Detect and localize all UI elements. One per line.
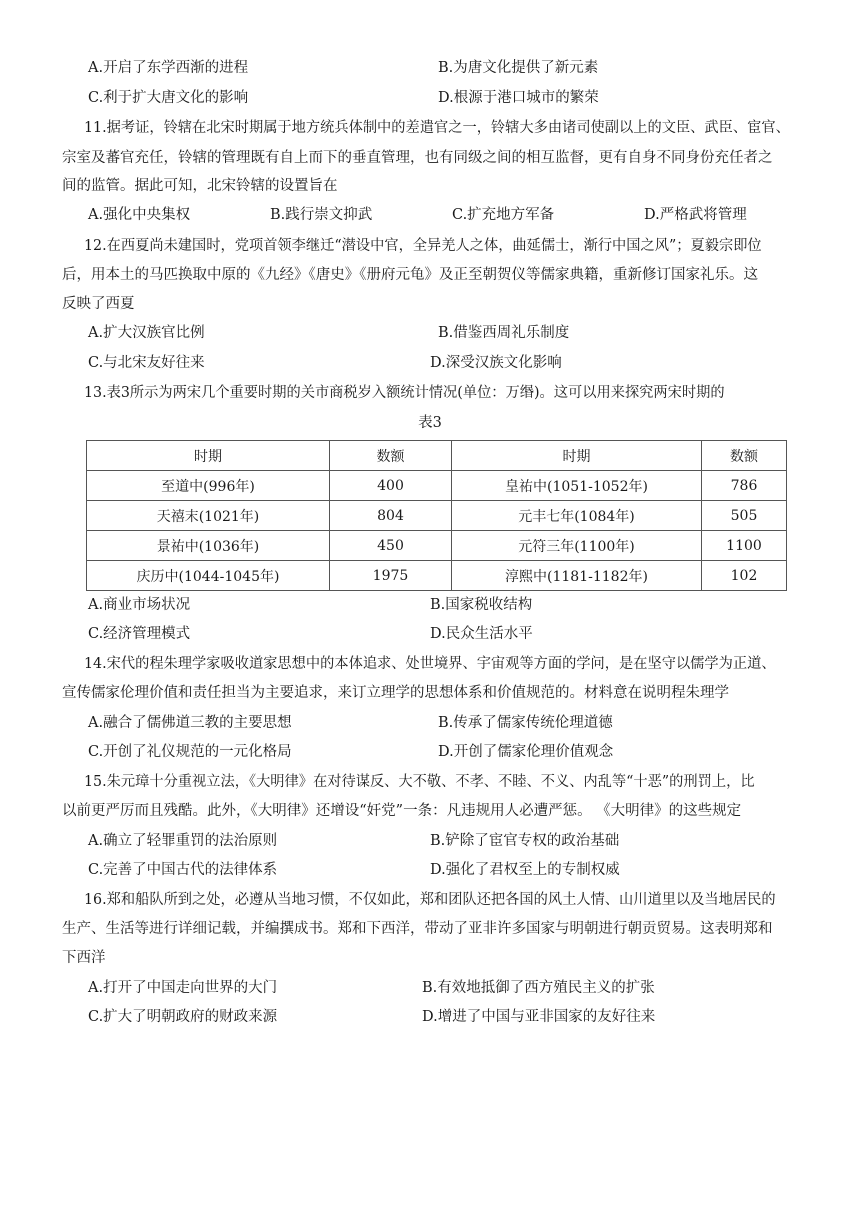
table-cell: 元丰七年(1084年) xyxy=(452,501,702,531)
q10-option-c[interactable]: C.利于扩大唐文化的影响 xyxy=(88,90,249,106)
q15-option-a[interactable]: A.确立了轻罪重罚的法治原则 xyxy=(88,833,278,849)
table-row xyxy=(87,471,787,501)
table-cell: 淳熙中(1181-1182年) xyxy=(452,561,702,591)
q16-stem-line-2: 生产、生活等进行详细记载，并编撰成书。郑和下西洋，带动了亚非许多国家与明朝进行朝贡贸易。这表明郑和 xyxy=(62,921,773,937)
q14-stem-line-2: 宣传儒家伦理价值和责任担当为主要追求，来订立理学的思想体系和价值规范的。材料意在说明程朱理学 xyxy=(62,685,729,701)
q11-option-b[interactable]: B.践行崇文抑武 xyxy=(270,207,373,223)
q12-option-d[interactable]: D.深受汉族文化影响 xyxy=(430,355,562,371)
table-cell: 元符三年(1100年) xyxy=(452,531,702,561)
table-cell: 景祐中(1036年) xyxy=(87,531,330,561)
table-header-period-1: 时期 xyxy=(87,441,330,471)
table-cell: 400 xyxy=(330,471,452,501)
table-cell: 天禧末(1021年) xyxy=(87,501,330,531)
table-cell: 450 xyxy=(330,531,452,561)
q14-stem-line-1: 14.宋代的程朱理学家吸收道家思想中的本体追求、处世境界、宇宙观等方面的学问，是在坚守以儒学为正道、 xyxy=(84,656,776,672)
q12-option-b[interactable]: B.借鉴西周礼乐制度 xyxy=(438,325,570,341)
q15-option-c[interactable]: C.完善了中国古代的法律体系 xyxy=(88,862,278,878)
table-cell: 786 xyxy=(702,471,787,501)
table-row xyxy=(87,501,787,531)
table-cell: 804 xyxy=(330,501,452,531)
q11-option-c[interactable]: C.扩充地方军备 xyxy=(452,207,555,223)
q12-stem-line-2: 后，用本土的马匹换取中原的《九经》《唐史》《册府元龟》及正至朝贺仪等儒家典籍，重新修订国家礼乐。这 xyxy=(62,267,758,283)
q15-option-d[interactable]: D.强化了君权至上的专制权威 xyxy=(430,862,620,878)
q16-option-a[interactable]: A.打开了中国走向世界的大门 xyxy=(88,980,278,996)
tax-revenue-table xyxy=(86,440,787,591)
q14-option-b[interactable]: B.传承了儒家传统伦理道德 xyxy=(438,715,613,731)
table-cell: 1100 xyxy=(702,531,787,561)
q13-option-d[interactable]: D.民众生活水平 xyxy=(430,626,533,642)
q12-option-a[interactable]: A.扩大汉族官比例 xyxy=(88,325,205,341)
q15-option-b[interactable]: B.铲除了宦官专权的政治基础 xyxy=(430,833,620,849)
q13-option-c[interactable]: C.经济管理模式 xyxy=(88,626,191,642)
q15-stem-line-2: 以前更严厉而且残酷。此外，《大明律》还增设“奸党”一条：凡违规用人必遭严惩。 《大明律》的这些规定 xyxy=(62,803,742,819)
q11-option-a[interactable]: A.强化中央集权 xyxy=(88,207,191,223)
table-caption: 表3 xyxy=(418,415,442,431)
q10-option-d[interactable]: D.根源于港口城市的繁荣 xyxy=(438,90,599,106)
q15-stem-line-1: 15.朱元璋十分重视立法，《大明律》在对待谋反、大不敬、不孝、不睦、不义、内乱等“十恶”的刑罚上，比 xyxy=(84,774,755,790)
q12-stem-line-3: 反映了西夏 xyxy=(62,296,135,312)
q10-option-a[interactable]: A.开启了东学西渐的进程 xyxy=(88,60,249,76)
table-header-row xyxy=(87,441,787,471)
table-header-amount-2: 数额 xyxy=(702,441,787,471)
q12-stem-line-1: 12.在西夏尚未建国时，党项首领李继迁“潜设中官，全异羌人之体，曲延儒士，渐行中国之风”；夏毅宗即位 xyxy=(84,238,762,254)
q16-option-b[interactable]: B.有效地抵御了西方殖民主义的扩张 xyxy=(422,980,655,996)
q11-stem-line-3: 间的监管。据此可知，北宋铃辖的设置旨在 xyxy=(62,178,338,194)
q14-option-a[interactable]: A.融合了儒佛道三教的主要思想 xyxy=(88,715,292,731)
q10-option-b[interactable]: B.为唐文化提供了新元素 xyxy=(438,60,599,76)
table-row xyxy=(87,561,787,591)
table-cell: 505 xyxy=(702,501,787,531)
q11-stem-line-2: 宗室及蕃官充任，铃辖的管理既有自上而下的垂直管理，也有同级之间的相互监督，更有自身不同身份充任者之 xyxy=(62,150,773,166)
table-header-amount-1: 数额 xyxy=(330,441,452,471)
q11-stem-line-1: 11.据考证，铃辖在北宋时期属于地方统兵体制中的差遣官之一，铃辖大多由诸司使副以上的文臣、武臣、宦官、 xyxy=(84,120,790,136)
q14-option-c[interactable]: C.开创了礼仪规范的一元化格局 xyxy=(88,744,292,760)
q13-option-a[interactable]: A.商业市场状况 xyxy=(88,597,191,613)
q16-stem-line-1: 16.郑和船队所到之处，必遵从当地习惯，不仅如此，郑和团队还把各国的风土人情、山川道里以及当地居民的 xyxy=(84,892,776,908)
table-cell: 至道中(996年) xyxy=(87,471,330,501)
q16-stem-line-3: 下西洋 xyxy=(62,950,106,966)
table-row xyxy=(87,531,787,561)
table-cell: 皇祐中(1051-1052年) xyxy=(452,471,702,501)
q16-option-d[interactable]: D.增进了中国与亚非国家的友好往来 xyxy=(422,1009,656,1025)
q13-option-b[interactable]: B.国家税收结构 xyxy=(430,597,533,613)
table-cell: 102 xyxy=(702,561,787,591)
table-header-period-2: 时期 xyxy=(452,441,702,471)
table-cell: 1975 xyxy=(330,561,452,591)
q11-option-d[interactable]: D.严格武将管理 xyxy=(644,207,747,223)
q13-stem-line-1: 13.表3所示为两宋几个重要时期的关市商税岁入额统计情况(单位：万缗)。这可以用来探究两宋时期的 xyxy=(84,385,725,401)
table-cell: 庆历中(1044-1045年) xyxy=(87,561,330,591)
q12-option-c[interactable]: C.与北宋友好往来 xyxy=(88,355,205,371)
q16-option-c[interactable]: C.扩大了明朝政府的财政来源 xyxy=(88,1009,278,1025)
q14-option-d[interactable]: D.开创了儒家伦理价值观念 xyxy=(438,744,614,760)
